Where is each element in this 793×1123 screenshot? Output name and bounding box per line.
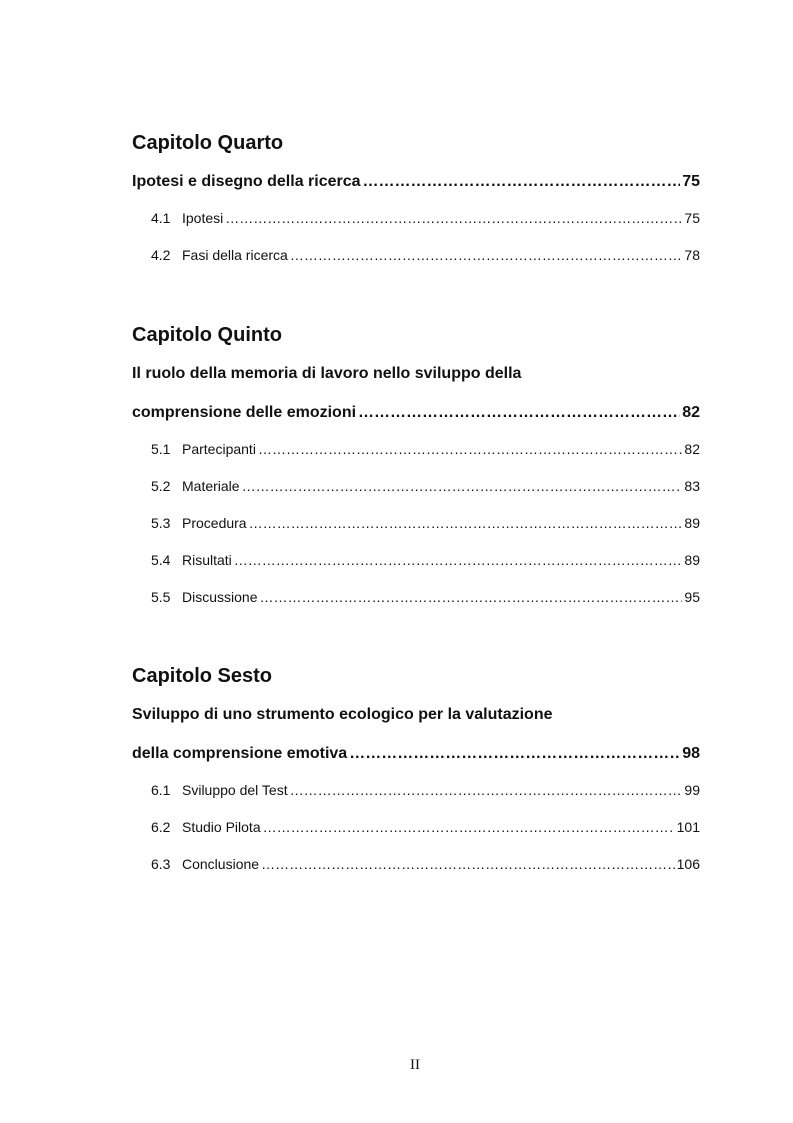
dot-leader [258, 440, 682, 458]
dot-leader [290, 246, 683, 264]
section-title: Ipotesi e disegno della ricerca [132, 173, 361, 190]
page-number: II [410, 1057, 420, 1073]
subsection-number: 5.1 [151, 441, 171, 457]
dot-leader [242, 477, 683, 495]
toc-section-entry[interactable] [132, 172, 700, 192]
toc-section-entry[interactable] [132, 403, 700, 423]
subsection-number: 5.4 [151, 552, 171, 568]
section-page-number: 98 [682, 745, 700, 762]
section-title: della comprensione emotiva [132, 745, 348, 762]
toc-section-entry[interactable] [132, 744, 700, 764]
dot-leader [234, 551, 683, 569]
section-title: comprensione delle emozioni [132, 404, 357, 421]
subsection-number: 4.1 [151, 210, 171, 226]
toc-subsection-entry[interactable] [132, 818, 700, 836]
toc-subsection-entry[interactable] [132, 588, 700, 606]
toc-subsection-entry[interactable] [132, 209, 700, 227]
toc-subsection-entry[interactable] [132, 440, 700, 458]
dot-leader [358, 403, 680, 423]
chapter-heading: Capitolo Sesto [132, 665, 273, 687]
subsection-page-number: 106 [676, 856, 700, 872]
subsection-title: Conclusione [182, 856, 260, 872]
toc-subsection-entry[interactable] [132, 855, 700, 873]
chapter-heading: Capitolo Quarto [132, 132, 284, 154]
subsection-title: Risultati [182, 552, 232, 568]
section-title-line: Il ruolo della memoria di lavoro nello sviluppo della [132, 365, 522, 382]
subsection-number: 5.3 [151, 515, 171, 531]
subsection-number: 4.2 [151, 247, 171, 263]
section-page-number: 82 [682, 404, 700, 421]
subsection-page-number: 78 [684, 247, 700, 263]
dot-leader [363, 172, 681, 192]
subsection-number: 5.5 [151, 589, 171, 605]
subsection-title: Studio Pilota [182, 819, 261, 835]
chapter-6 [132, 664, 700, 873]
subsection-title: Ipotesi [182, 210, 224, 226]
dot-leader [349, 744, 680, 764]
dot-leader [261, 855, 675, 873]
chapter-heading: Capitolo Quinto [132, 324, 282, 346]
toc-subsection-entry[interactable] [132, 477, 700, 495]
subsection-title: Sviluppo del Test [182, 782, 288, 798]
subsection-number: 6.2 [151, 819, 171, 835]
subsection-page-number: 89 [684, 515, 700, 531]
toc-subsection-entry[interactable] [132, 781, 700, 799]
toc-subsection-entry[interactable] [132, 246, 700, 264]
dot-leader [290, 781, 683, 799]
subsection-title: Fasi della ricerca [182, 247, 288, 263]
subsection-title: Partecipanti [182, 441, 256, 457]
subsection-number: 5.2 [151, 478, 171, 494]
subsection-page-number: 95 [684, 589, 700, 605]
toc-subsection-entry[interactable] [132, 551, 700, 569]
subsection-page-number: 75 [684, 210, 700, 226]
chapter-5 [132, 323, 700, 606]
chapter-4 [132, 131, 700, 264]
dot-leader [263, 818, 675, 836]
dot-leader [259, 588, 682, 606]
subsection-page-number: 99 [684, 782, 700, 798]
toc-subsection-entry[interactable] [132, 514, 700, 532]
dot-leader [225, 209, 682, 227]
section-title-line: Sviluppo di uno strumento ecologico per la valutazione [132, 706, 553, 723]
subsection-title: Discussione [182, 589, 258, 605]
subsection-title: Procedura [182, 515, 247, 531]
section-page-number: 75 [682, 173, 700, 190]
subsection-page-number: 83 [684, 478, 700, 494]
dot-leader [249, 514, 683, 532]
subsection-title: Materiale [182, 478, 240, 494]
subsection-number: 6.3 [151, 856, 171, 872]
subsection-page-number: 89 [684, 552, 700, 568]
subsection-page-number: 82 [684, 441, 700, 457]
subsection-page-number: 101 [676, 819, 700, 835]
subsection-number: 6.1 [151, 782, 171, 798]
